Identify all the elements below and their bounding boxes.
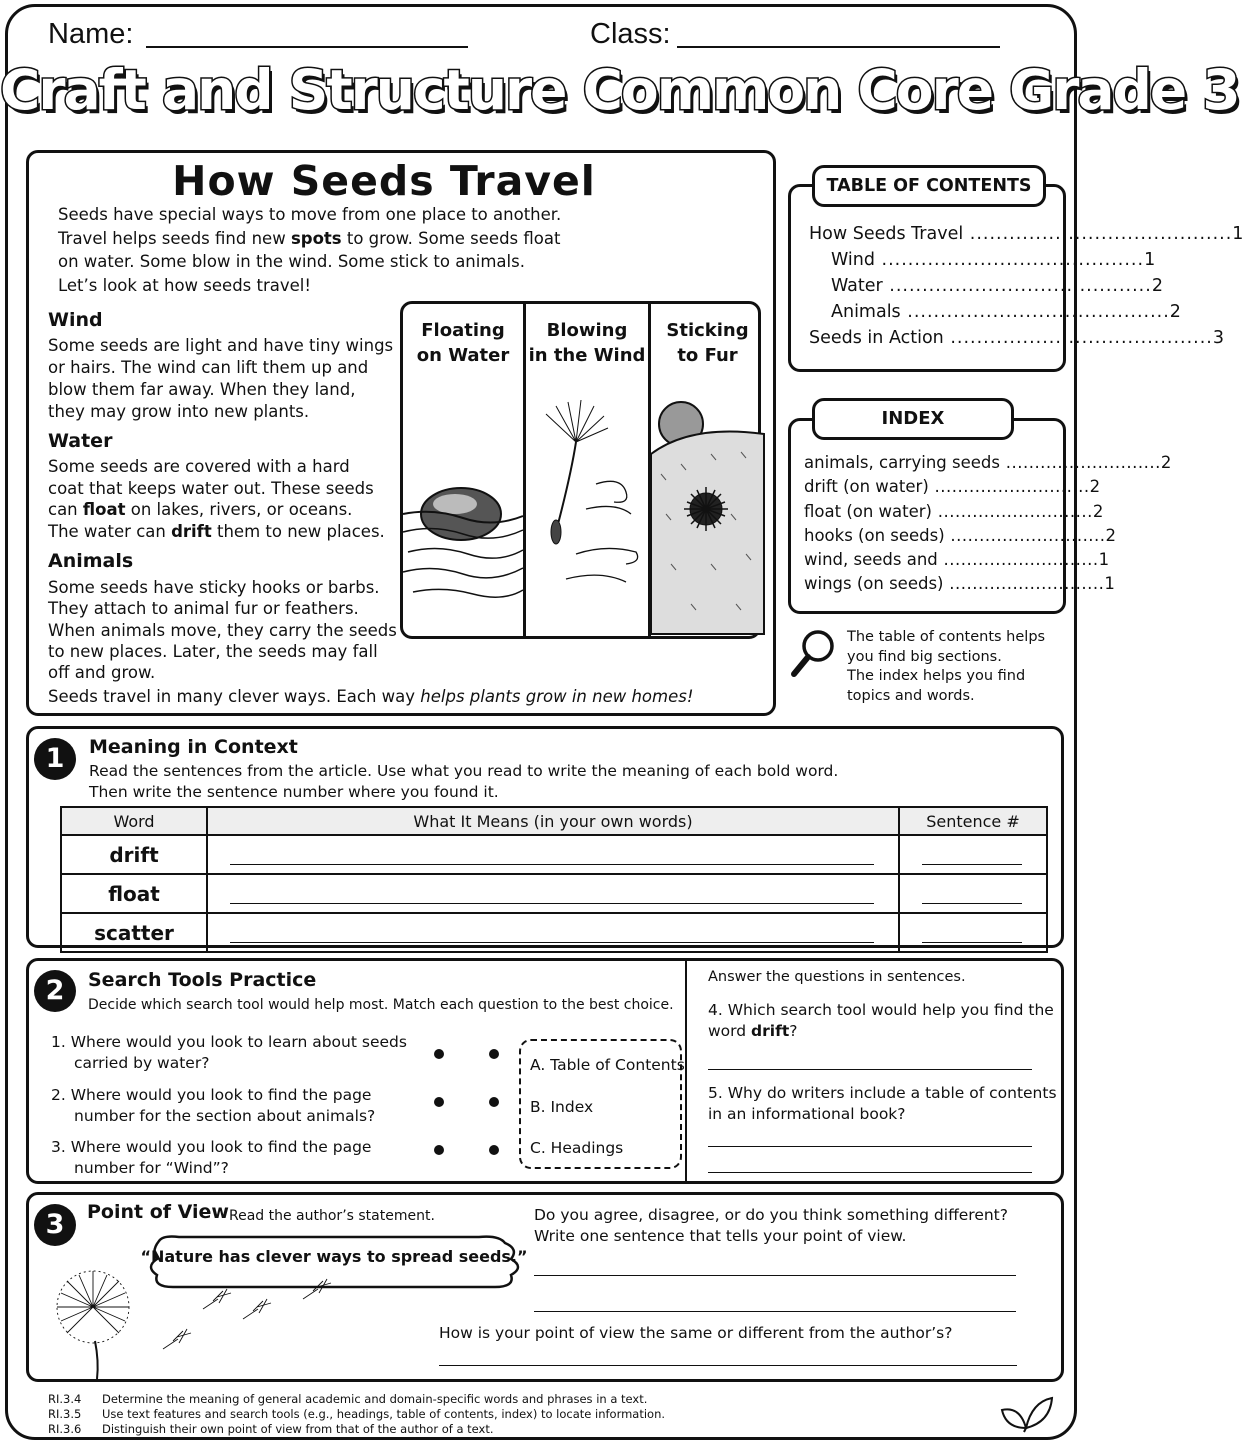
- section3-title: Point of View: [87, 1201, 229, 1223]
- blowing-seed-illustration: [526, 384, 648, 634]
- vocab-word: float: [61, 874, 207, 913]
- water-heading: Water: [48, 430, 113, 452]
- intro-line: Seeds have special ways to move from one place to another.: [58, 205, 562, 224]
- index-entry[interactable]: drift (on water) ........................... 2: [804, 477, 1101, 497]
- table-row: [61, 835, 1047, 874]
- section2-divider: [685, 961, 687, 1181]
- choice-table-of-contents[interactable]: A. Table of Contents: [530, 1056, 685, 1074]
- vocab-table: [60, 806, 1048, 953]
- question-5: 5. Why do writers include a table of contents in an informational book?: [708, 1084, 1057, 1123]
- comparison-line[interactable]: [439, 1365, 1017, 1366]
- section-search-tools: [26, 958, 1064, 1184]
- search-tools-tip: The table of contents helps you find big sections. The index helps you find topics and words.: [847, 629, 1046, 705]
- match-dot-question[interactable]: [434, 1097, 444, 1107]
- index-entry[interactable]: animals, carrying seeds ........................... 2: [804, 453, 1172, 472]
- standards-list: [48, 1392, 665, 1437]
- answer-line-q4[interactable]: [708, 1069, 1032, 1070]
- match-dot-answer[interactable]: [489, 1049, 499, 1059]
- match-dot-question[interactable]: [434, 1049, 444, 1059]
- intro-line: on water. Some blow in the wind. Some stick to animals.: [58, 252, 525, 271]
- dandelion-icon: [43, 1261, 343, 1381]
- author-quote: “Nature has clever ways to spread seeds.”: [140, 1247, 528, 1266]
- section3-instructions: Read the author’s statement.: [229, 1208, 435, 1224]
- answer-line-q5[interactable]: [708, 1172, 1032, 1173]
- section3-prompt: Do you agree, disagree, or do you think something different? Write one sentence that tells your point of view.: [534, 1206, 1008, 1245]
- match-question: 1. Where would you look to learn about seeds carried by water?: [51, 1033, 407, 1072]
- panel-blowing: [526, 304, 651, 636]
- fur-seed-illustration: [651, 394, 764, 634]
- section-number-3: 3: [34, 1204, 76, 1246]
- section3-question: How is your point of view the same or different from the author’s?: [439, 1324, 953, 1342]
- animals-text: Some seeds have sticky hooks or barbs. They attach to animal fur or feathers. When animals move, they carry the seeds to new places. Later, the seeds may fall off and grow.: [48, 578, 397, 683]
- wind-heading: Wind: [48, 309, 103, 331]
- toc-box: [788, 184, 1243, 372]
- toc-list: [809, 221, 1243, 351]
- toc-entry[interactable]: Seeds in Action ........................................ 3: [809, 328, 1224, 348]
- index-list: [804, 451, 1172, 597]
- col-sentence-number: Sentence #: [899, 807, 1047, 835]
- section-meaning-in-context: [26, 726, 1064, 948]
- class-label: Class:: [590, 18, 671, 50]
- vocab-word: drift: [61, 835, 207, 874]
- section2-right-instructions: Answer the questions in sentences.: [708, 969, 966, 985]
- toc-entry[interactable]: Wind ........................................ 1: [831, 250, 1156, 270]
- index-entry[interactable]: wind, seeds and ........................... 1: [804, 550, 1110, 570]
- sentence-number-answer[interactable]: [899, 835, 1047, 874]
- index-label: INDEX: [812, 398, 1014, 440]
- table-row: [61, 913, 1047, 952]
- toc-entry[interactable]: How Seeds Travel ........................................ 1: [809, 224, 1243, 244]
- question-4: 4. Which search tool would help you find the word drift?: [708, 1001, 1054, 1040]
- answer-line-q5[interactable]: [708, 1146, 1032, 1147]
- table-row: [61, 874, 1047, 913]
- article-title: How Seeds Travel: [172, 157, 596, 205]
- choices-box: [519, 1039, 685, 1169]
- wind-text: Some seeds are light and have tiny wings or hairs. The wind can lift them up and blow them far away. When they land, they may grow into new plants.: [48, 336, 394, 421]
- name-line[interactable]: [146, 46, 468, 48]
- illustration-panels: [400, 301, 761, 639]
- magnifying-glass-icon: [790, 628, 838, 680]
- index-entry[interactable]: hooks (on seeds) ........................... 2: [804, 525, 1117, 545]
- article-intro: [58, 203, 561, 297]
- name-label: Name:: [48, 18, 134, 50]
- section1-title: Meaning in Context: [89, 736, 298, 758]
- floating-seed-illustration: [403, 464, 523, 634]
- sentence-number-answer[interactable]: [899, 874, 1047, 913]
- panel-label: Blowing in the Wind: [528, 320, 646, 366]
- sentence-number-answer[interactable]: [899, 913, 1047, 952]
- col-meaning: What It Means (in your own words): [207, 807, 899, 835]
- toc-entry[interactable]: Water ........................................ 2: [831, 276, 1163, 296]
- match-dot-answer[interactable]: [489, 1097, 499, 1107]
- point-of-view-line[interactable]: [534, 1275, 1016, 1276]
- toc-entry[interactable]: Animals ........................................ 2: [831, 302, 1181, 322]
- water-text: Some seeds are covered with a hard coat that keeps water out. These seeds can float on lakes, rivers, or oceans. The water can drift them to new places.: [48, 457, 385, 541]
- choice-index[interactable]: B. Index: [530, 1098, 594, 1116]
- panel-label: Floating on Water: [416, 320, 510, 366]
- animals-heading: Animals: [48, 550, 134, 572]
- vocab-word: scatter: [61, 913, 207, 952]
- leaf-icon: [998, 1394, 1056, 1432]
- panel-sticking: [651, 304, 764, 636]
- meaning-answer[interactable]: [207, 913, 899, 952]
- panel-floating: [403, 304, 526, 636]
- match-question: 2. Where would you look to find the page number for the section about animals?: [51, 1086, 376, 1125]
- section-number-1: 1: [34, 738, 76, 780]
- meaning-answer[interactable]: [207, 835, 899, 874]
- choice-headings[interactable]: C. Headings: [530, 1139, 624, 1157]
- class-line[interactable]: [677, 46, 1000, 48]
- intro-line: Let’s look at how seeds travel!: [58, 275, 311, 295]
- panel-label: Sticking to Fur: [666, 320, 749, 366]
- section1-instructions: Read the sentences from the article. Use what you read to write the meaning of each bold word. Then write the sentence number where you found it.: [89, 762, 839, 801]
- index-box: [788, 418, 1172, 614]
- section-number-2: 2: [34, 970, 76, 1012]
- match-dot-answer[interactable]: [489, 1145, 499, 1155]
- index-entry[interactable]: wings (on seeds) ........................... 1: [804, 574, 1115, 594]
- toc-label: TABLE OF CONTENTS: [812, 165, 1046, 207]
- article-box: [26, 150, 776, 716]
- section2-title: Search Tools Practice: [88, 969, 317, 991]
- section-point-of-view: [26, 1192, 1064, 1382]
- intro-line: Travel helps seeds find new spots to grow. Some seeds float: [58, 228, 561, 248]
- standard-item: RI.3.4 Determine the meaning of general academic and domain-specific words and phrases in a text.: [48, 1392, 648, 1406]
- standard-item: RI.3.6 Distinguish their own point of view from that of the author of a text.: [48, 1422, 494, 1436]
- table-header-row: [61, 807, 1047, 835]
- worksheet-title: Craft and Structure Common Core Grade 3: [0, 58, 1239, 122]
- standard-item: RI.3.5 Use text features and search tools (e.g., headings, table of contents, index) to locate information.: [48, 1407, 666, 1421]
- match-question: 3. Where would you look to find the page number for “Wind”?: [51, 1138, 372, 1177]
- point-of-view-line[interactable]: [534, 1311, 1016, 1312]
- col-word: Word: [61, 807, 207, 835]
- match-dot-question[interactable]: [434, 1145, 444, 1155]
- article-closing: Seeds travel in many clever ways. Each way helps plants grow in new homes!: [48, 687, 694, 706]
- section2-instructions: Decide which search tool would help most. Match each question to the best choice.: [88, 997, 674, 1013]
- index-entry[interactable]: float (on water) ........................... 2: [804, 501, 1104, 521]
- meaning-answer[interactable]: [207, 874, 899, 913]
